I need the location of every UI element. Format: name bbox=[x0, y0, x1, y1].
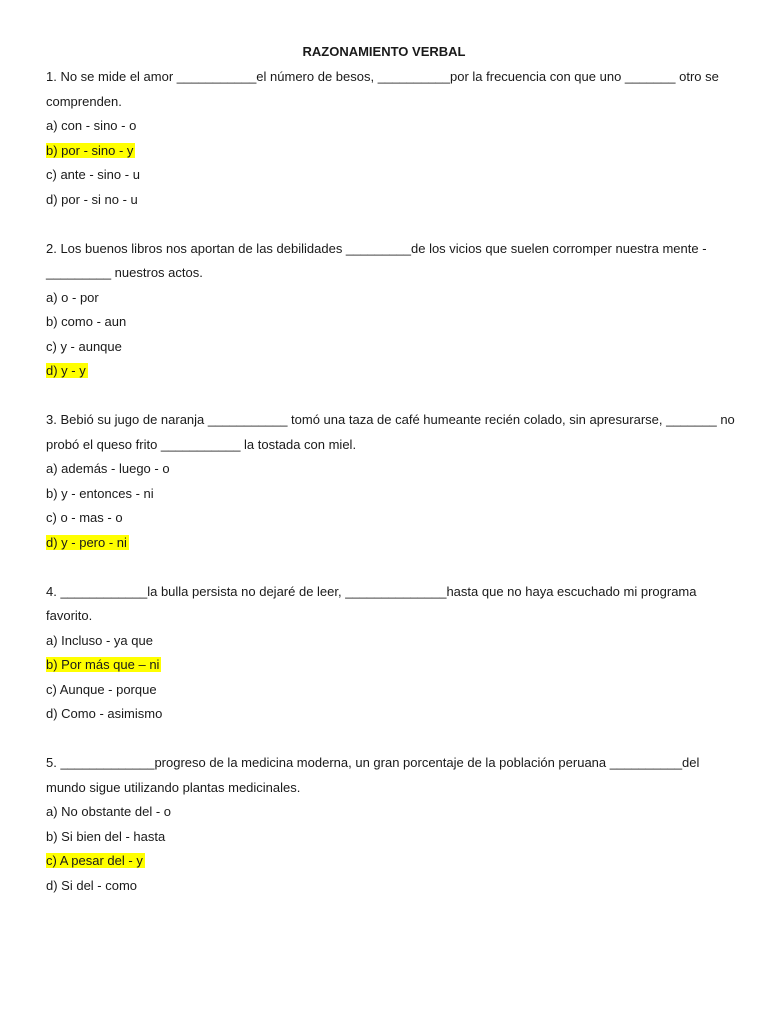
question-2-option-b: b) como - aun bbox=[46, 314, 127, 329]
question-4-option-c: c) Aunque - porque bbox=[46, 682, 157, 697]
answer-highlight: b) Por más que – ni bbox=[46, 657, 160, 672]
question-1-option-c: c) ante - sino - u bbox=[46, 167, 140, 182]
document-title: RAZONAMIENTO VERBAL bbox=[302, 44, 466, 59]
question-5-option-c bbox=[46, 853, 726, 869]
question-3-option-a: a) además - luego - o bbox=[46, 461, 170, 476]
question-1-text-line-1: 1. No se mide el amor ___________el número de besos, __________por la frecuencia con que uno _______ otro se bbox=[46, 69, 719, 84]
question-2-text-line-2: _________ nuestros actos. bbox=[46, 265, 203, 280]
question-4-option-d: d) Como - asimismo bbox=[46, 706, 163, 721]
question-3-option-d bbox=[46, 535, 726, 551]
question-2-option-a: a) o - por bbox=[46, 290, 99, 305]
question-5-option-b: b) Si bien del - hasta bbox=[46, 829, 166, 844]
question-3-text-line-2: probó el queso frito ___________ la tostada con miel. bbox=[46, 437, 357, 452]
question-1-text-line-2: comprenden. bbox=[46, 94, 122, 109]
question-1-option-a: a) con - sino - o bbox=[46, 118, 137, 133]
question-4-text-line-2: favorito. bbox=[46, 608, 93, 623]
answer-highlight: c) A pesar del - y bbox=[46, 853, 143, 868]
question-1-option-b bbox=[46, 143, 726, 159]
question-5-option-a: a) No obstante del - o bbox=[46, 804, 172, 819]
question-4-text-line-1: 4. ____________la bulla persista no dejaré de leer, ______________hasta que no haya escuchado mi programa bbox=[46, 584, 697, 599]
question-2-option-d bbox=[46, 363, 726, 379]
question-5-text-line-1: 5. _____________progreso de la medicina moderna, un gran porcentaje de la población peruana __________del bbox=[46, 755, 700, 770]
question-5-option-d: d) Si del - como bbox=[46, 878, 138, 893]
question-2-option-c: c) y - aunque bbox=[46, 339, 122, 354]
question-5-text-line-2: mundo sigue utilizando plantas medicinales. bbox=[46, 780, 301, 795]
question-3-option-b: b) y - entonces - ni bbox=[46, 486, 154, 501]
answer-highlight: b) por - sino - y bbox=[46, 143, 134, 158]
question-3-text-line-1: 3. Bebió su jugo de naranja ___________ tomó una taza de café humeante recién colado, sin apresurarse, _______ no bbox=[46, 412, 735, 427]
question-4-option-a: a) Incluso - ya que bbox=[46, 633, 153, 648]
question-2-text-line-1: 2. Los buenos libros nos aportan de las debilidades _________de los vicios que suelen corromper nuestra mente - bbox=[46, 241, 707, 256]
answer-highlight: d) y - y bbox=[46, 363, 86, 378]
answer-highlight: d) y - pero - ni bbox=[46, 535, 127, 550]
question-3-option-c: c) o - mas - o bbox=[46, 510, 123, 525]
question-1-option-d: d) por - si no - u bbox=[46, 192, 138, 207]
question-4-option-b bbox=[46, 657, 726, 673]
